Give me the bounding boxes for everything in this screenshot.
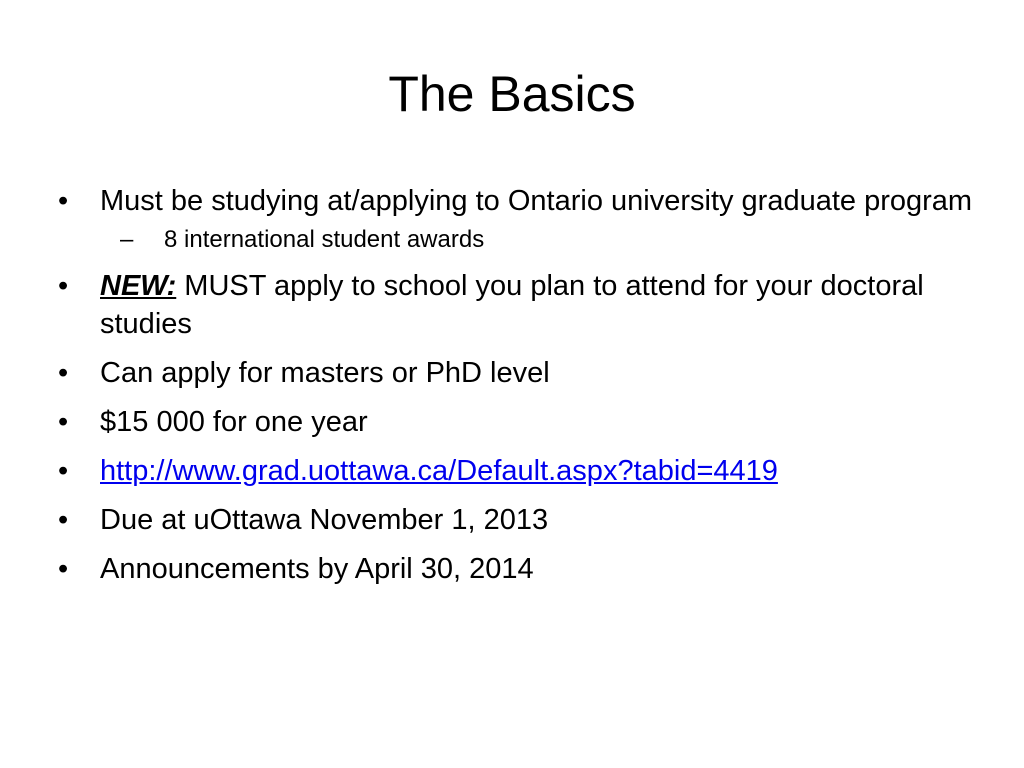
bullet-item-eligibility xyxy=(58,182,978,256)
sub-bullet-list xyxy=(100,224,978,256)
bullet-icon: • xyxy=(58,185,69,217)
sub-bullet-text: 8 international student awards xyxy=(164,226,485,253)
bullet-item-amount xyxy=(58,403,978,441)
bullet-icon: • xyxy=(58,357,69,389)
bullet-item-deadline xyxy=(58,501,978,539)
bullet-item-level xyxy=(58,354,978,392)
bullet-icon: • xyxy=(58,406,69,438)
bullet-icon: • xyxy=(58,455,69,487)
bullet-icon: • xyxy=(58,504,69,536)
new-tag: NEW: xyxy=(100,270,177,302)
bullet-icon: • xyxy=(58,270,69,302)
bullet-item-announcements xyxy=(58,550,978,588)
bullet-text: MUST apply to school you plan to attend for your doctoral studies xyxy=(100,270,924,340)
bullet-text: Due at uOttawa November 1, 2013 xyxy=(100,504,549,536)
sub-bullet-item xyxy=(120,224,978,256)
bullet-item-link xyxy=(58,452,978,490)
slide-title: The Basics xyxy=(388,66,636,122)
bullet-list xyxy=(58,182,978,599)
bullet-text: Announcements by April 30, 2014 xyxy=(100,553,534,585)
bullet-text: Must be studying at/applying to Ontario university graduate program xyxy=(100,185,973,217)
bullet-icon: • xyxy=(58,553,69,585)
info-link[interactable]: http://www.grad.uottawa.ca/Default.aspx?tabid=4419 xyxy=(100,455,778,487)
dash-icon: – xyxy=(120,226,134,253)
bullet-text: Can apply for masters or PhD level xyxy=(100,357,550,389)
bullet-text: $15 000 for one year xyxy=(100,406,368,438)
bullet-item-new-requirement xyxy=(58,267,978,343)
